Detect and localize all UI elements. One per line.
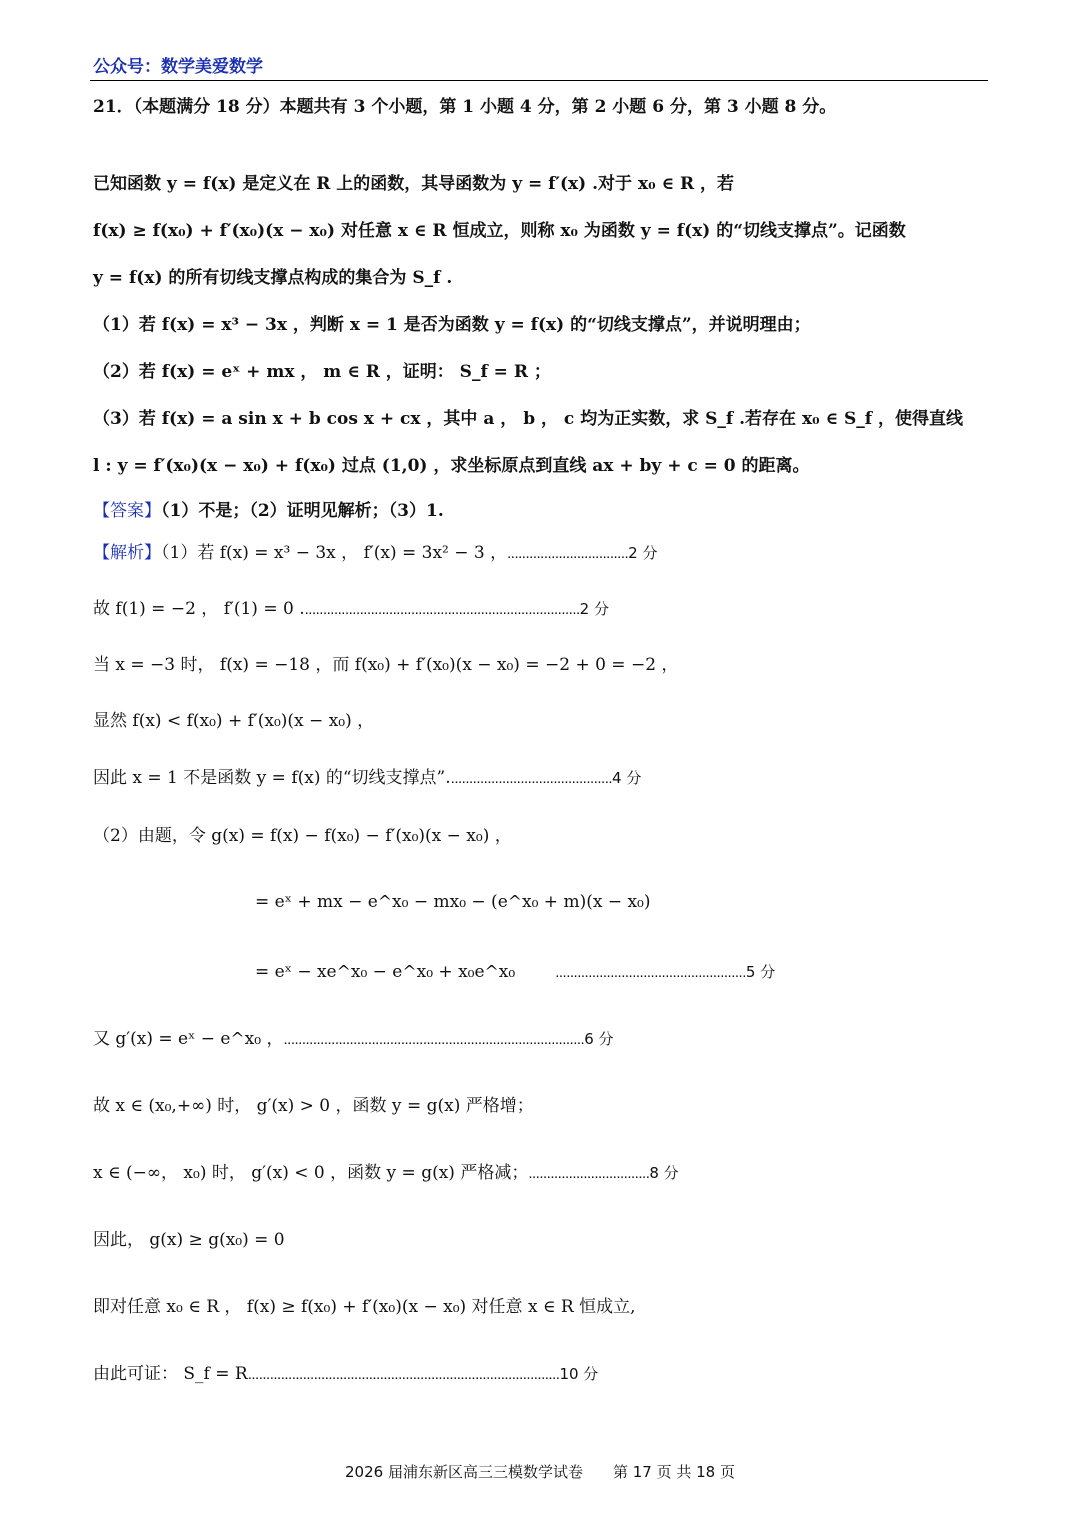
solution-line-6: （2）由题，令 g(x) = f(x) − f(x₀) − f′(x₀)(x − x₀) ， <box>93 826 512 846</box>
solution-text: 又 g′(x) = eˣ − e^x₀ ， <box>93 1029 284 1049</box>
score-dots: ................................. <box>528 1165 650 1182</box>
score-dots: .................................................................................. <box>283 1031 585 1048</box>
solution-line-10: 故 x ∈ (x₀,+∞) 时， g′(x) > 0 ，函数 y = g(x) 严格增； <box>93 1096 534 1116</box>
solution-text: = eˣ − xe^x₀ − e^x₀ + x₀e^x₀ <box>255 962 516 982</box>
solution-line-4: 显然 f(x) < f(x₀) + f′(x₀)(x − x₀) ， <box>93 711 375 731</box>
solution-text: x ∈ (−∞， x₀) 时， g′(x) < 0 ，函数 y = g(x) 严格减； <box>93 1163 529 1183</box>
question-2: （2）若 f(x) = eˣ + mx ， m ∈ R ，证明： S_f = R ； <box>93 362 551 382</box>
solution-line-8 <box>255 960 775 985</box>
solution-line-5 <box>93 766 641 791</box>
solution-line-1 <box>93 541 657 566</box>
score-dots: ..................................................................................... <box>247 1366 560 1383</box>
solution-text: 由此可证： S_f = R <box>93 1364 248 1384</box>
problem-title: 21．（本题满分 18 分）本题共有 3 个小题，第 1 小题 4 分，第 2 小题 6 分，第 3 小题 8 分。 <box>93 97 837 117</box>
solution-text: 故 f(1) = −2 ， f′(1) = 0 . <box>93 599 305 619</box>
question-3: （3）若 f(x) = a sin x + b cos x + cx ，其中 a ， b ， c 均为正实数，求 S_f .若存在 x₀ ∈ S_f ，使得直线 <box>93 409 963 429</box>
solution-tag: 【解析】 <box>93 543 161 563</box>
solution-line-11 <box>93 1161 679 1186</box>
solution-line-14 <box>93 1362 598 1387</box>
answer-text: （1）不是；（2）证明见解析；（3）1. <box>161 501 444 521</box>
score-dots: ............................................ <box>450 770 613 787</box>
solution-line-7: = eˣ + mx − e^x₀ − mx₀ − (e^x₀ + m)(x − x₀) <box>255 892 651 912</box>
solution-text: 因此 x = 1 不是函数 y = f(x) 的“切线支撑点”. <box>93 768 451 788</box>
score: 2 分 <box>628 544 658 562</box>
question-3-line: l : y = f′(x₀)(x − x₀) + f(x₀) 过点 (1,0) ，求坐标原点到直线 ax + by + c = 0 的距离。 <box>93 456 810 476</box>
score: 4 分 <box>612 769 642 787</box>
problem-paragraph-2: f(x) ≥ f(x₀) + f′(x₀)(x − x₀) 对任意 x ∈ R 恒成立，则称 x₀ 为函数 y = f(x) 的“切线支撑点”。记函数 <box>93 221 906 241</box>
answer-tag: 【答案】 <box>93 501 161 521</box>
header-rule <box>90 80 988 81</box>
score-dots: .................................................... <box>555 964 746 981</box>
problem-paragraph-3: y = f(x) 的所有切线支撑点构成的集合为 S_f . <box>93 268 453 288</box>
score: 2 分 <box>579 600 609 618</box>
score-dots: ................................. <box>507 545 629 562</box>
score: 6 分 <box>584 1030 614 1048</box>
wechat-header: 公众号：数学美爱数学 <box>93 57 263 77</box>
problem-paragraph-1: 已知函数 y = f(x) 是定义在 R 上的函数，其导函数为 y = f′(x) .对于 x₀ ∈ R ，若 <box>93 174 734 194</box>
page-footer: 2026 届浦东新区高三三模数学试卷 第 17 页 共 18 页 <box>345 1463 735 1481</box>
question-1: （1）若 f(x) = x³ − 3x ，判断 x = 1 是否为函数 y = f(x) 的“切线支撑点”，并说明理由； <box>93 315 811 335</box>
solution-line-9 <box>93 1027 614 1052</box>
score: 10 分 <box>559 1365 599 1383</box>
solution-line-2 <box>93 597 609 622</box>
score: 5 分 <box>745 963 776 981</box>
solution-line-12: 因此， g(x) ≥ g(x₀) = 0 <box>93 1230 285 1250</box>
solution-text: （1）若 f(x) = x³ − 3x ， f′(x) = 3x² − 3 ， <box>161 543 508 563</box>
solution-line-13: 即对任意 x₀ ∈ R ， f(x) ≥ f(x₀) + f′(x₀)(x − x₀) 对任意 x ∈ R 恒成立, <box>93 1297 636 1317</box>
score-dots: ........................................................................... <box>304 601 580 618</box>
score: 8 分 <box>649 1164 679 1182</box>
answer-row <box>93 499 444 523</box>
solution-line-3: 当 x = −3 时， f(x) = −18 ，而 f(x₀) + f′(x₀)(x − x₀) = −2 + 0 = −2 ， <box>93 655 679 675</box>
